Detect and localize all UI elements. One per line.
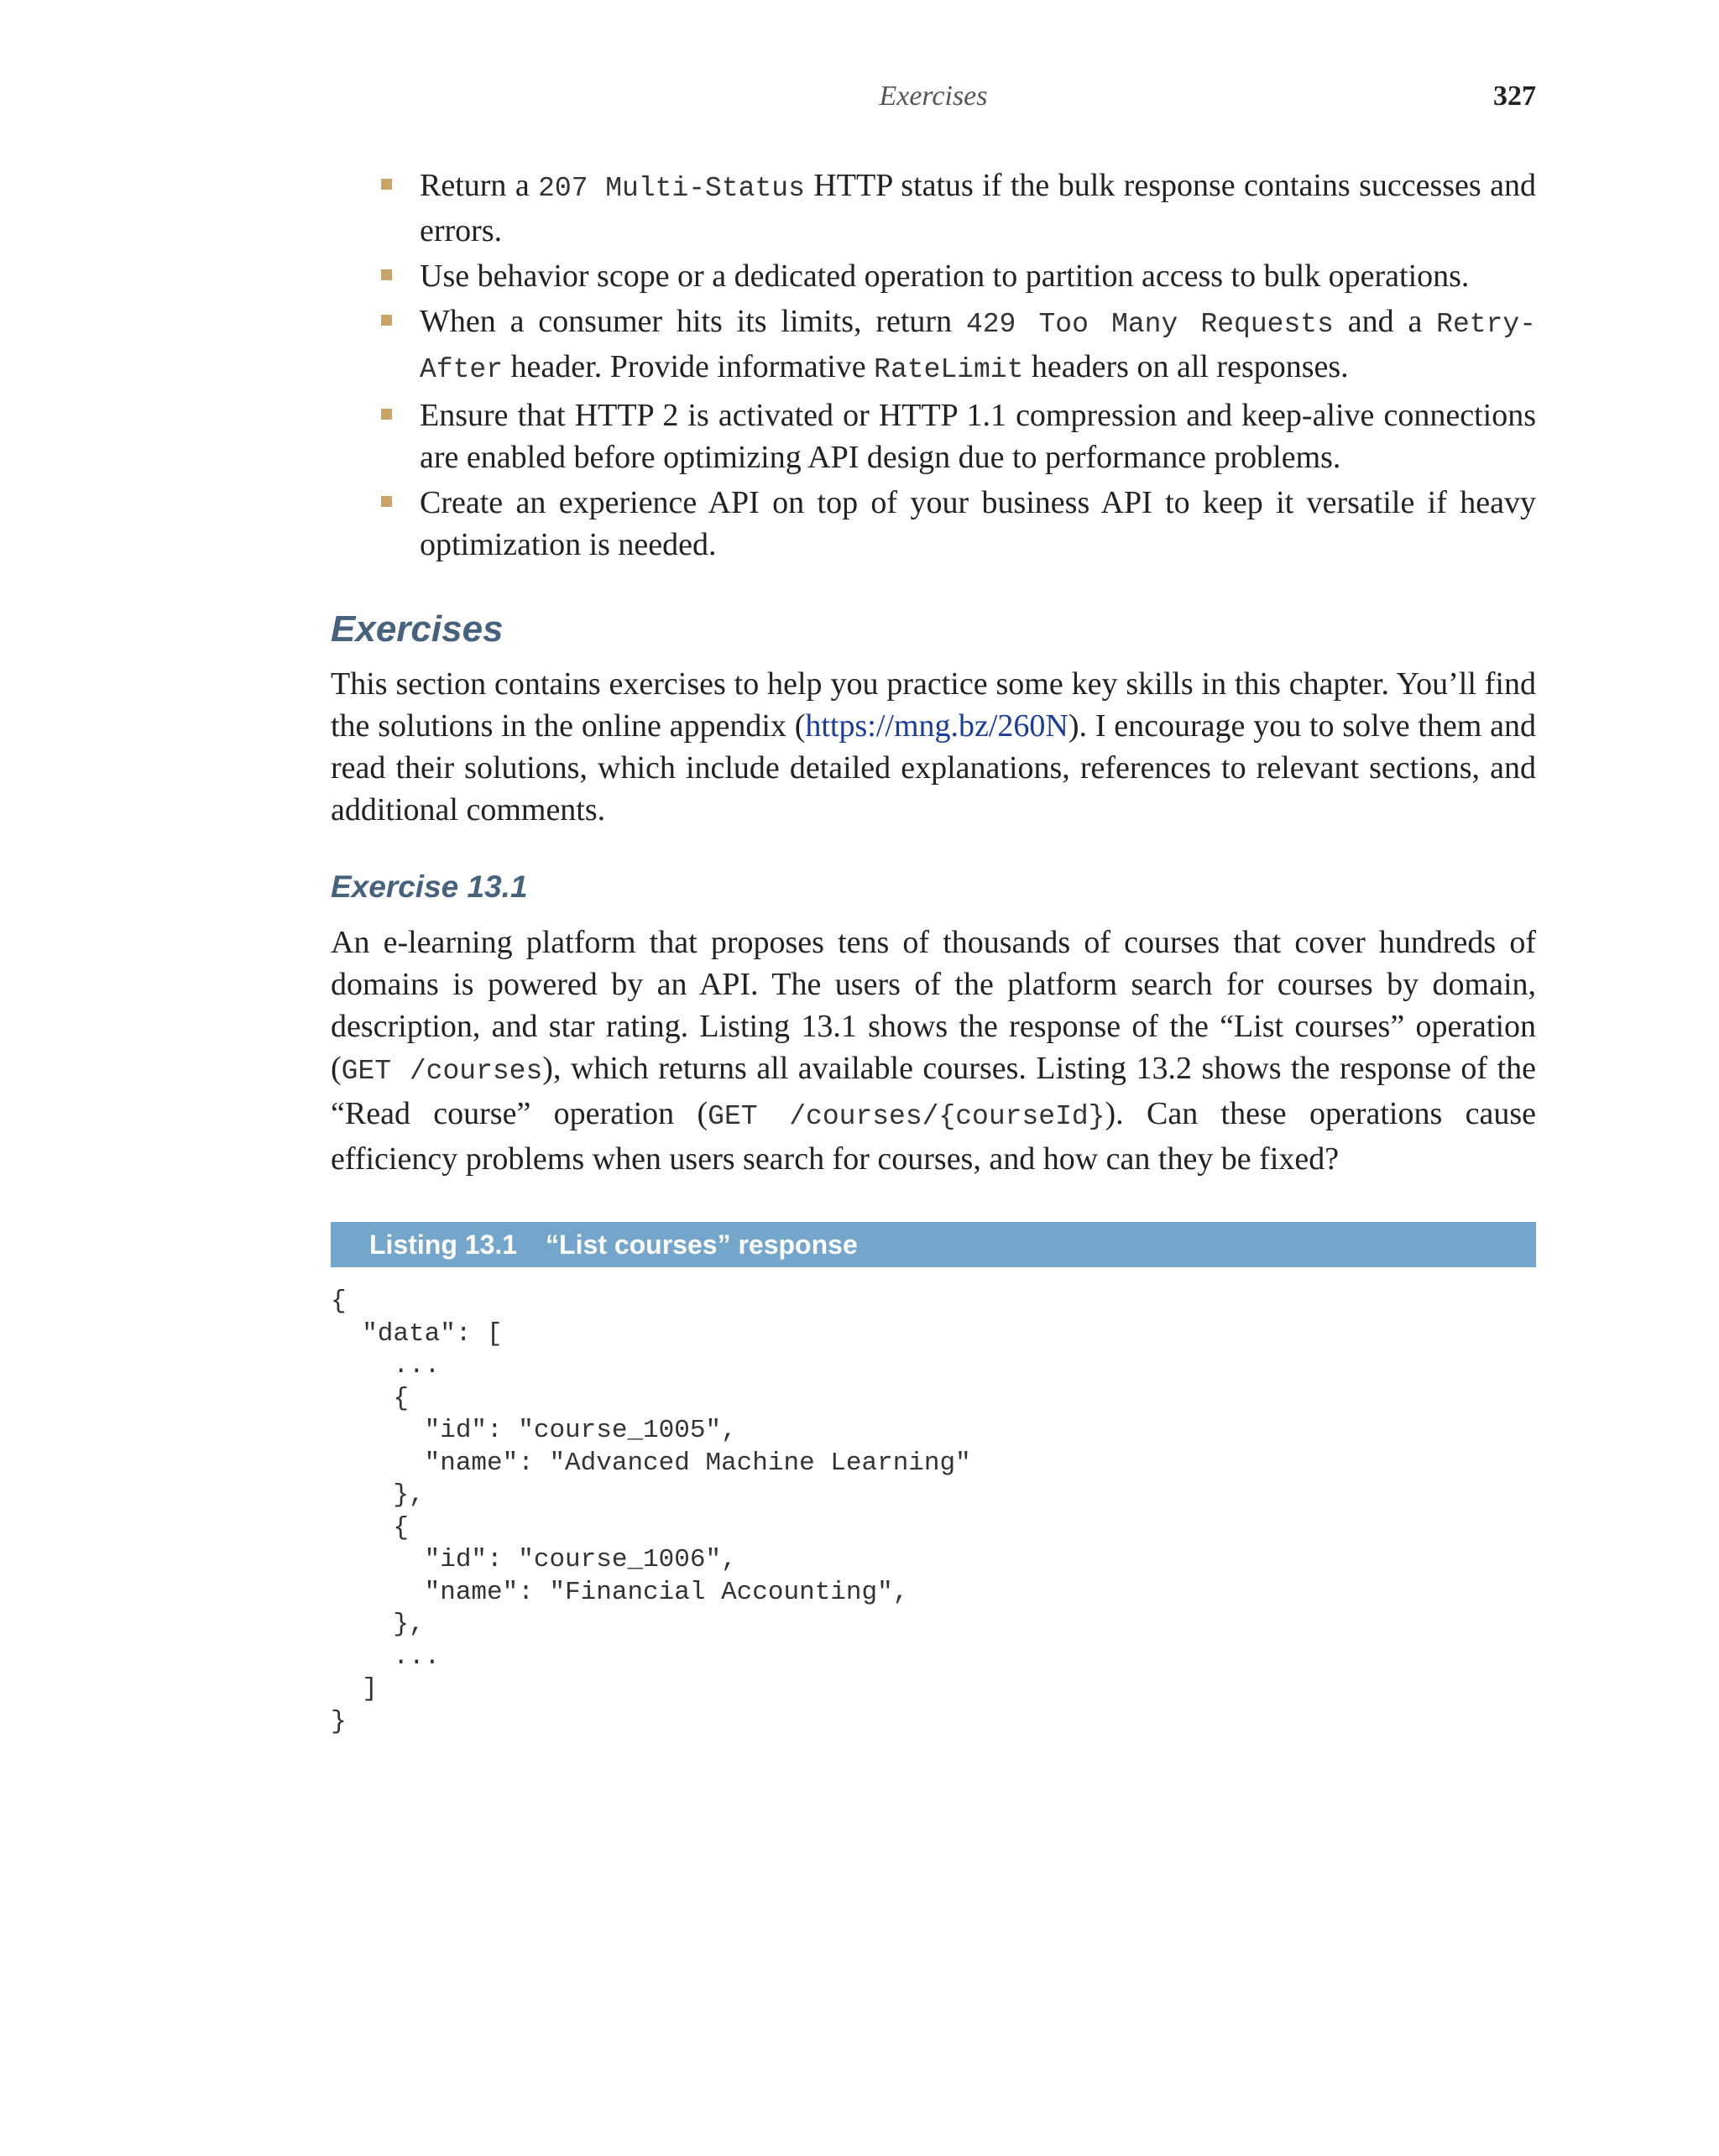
square-bullet-icon	[381, 409, 392, 420]
exercise-paragraph	[331, 921, 1536, 1180]
list-item	[420, 255, 1536, 297]
summary-bullet-list	[331, 164, 1536, 566]
paragraph-text: This section contains exercises to help you practice some key skills in this chapter. You’ll find the solutions in the online appendix (	[331, 666, 1536, 744]
inline-code: Retry-After	[420, 309, 1536, 385]
code-listing: { "data": [ ... { "id": "course_1005", "name": "Advanced Machine Learning" }, { "id": "course_1006", "name": "Financial Accounting", }, ... ] }	[331, 1287, 971, 1736]
inline-code: 429 Too Many Requests	[965, 309, 1334, 340]
bullet-text: When a consumer hits its limits, return	[420, 304, 966, 339]
running-head: Exercises	[879, 81, 988, 112]
square-bullet-icon	[381, 179, 392, 190]
page-header	[331, 81, 1536, 123]
paragraph-text: An e-learning platform that proposes tens of thousands of courses that cover hundreds of domains is powered by an API. The users of the platform search for courses by domain, description, and star rating. Listing 13.1 shows the response of the “List courses” operation (	[331, 925, 1536, 1086]
square-bullet-icon	[381, 269, 392, 280]
inline-code: GET /courses	[341, 1056, 543, 1087]
list-item	[420, 394, 1536, 478]
bullet-text: headers on all responses.	[1023, 349, 1349, 384]
exercise-heading: Exercise 13.1	[331, 869, 528, 904]
listing-label: Listing 13.1	[369, 1229, 518, 1260]
page-number: 327	[1493, 81, 1536, 112]
bullet-text: HTTP status if the bulk response contains successes and errors.	[420, 168, 1536, 248]
square-bullet-icon	[381, 496, 392, 507]
inline-code: GET /courses/{courseId}	[708, 1101, 1105, 1132]
list-item	[420, 482, 1536, 566]
bullet-text: Create an experience API on top of your business API to keep it versatile if heavy optimization is needed.	[420, 485, 1536, 562]
inline-code: RateLimit	[874, 354, 1024, 385]
section-heading: Exercises	[331, 608, 504, 650]
paragraph-text: ), which returns all available courses. Listing 13.2 shows the response of the “Read course” operation (	[331, 1051, 1537, 1131]
listing-caption-bar	[331, 1222, 1536, 1267]
appendix-link[interactable]: https://mng.bz/260N	[805, 708, 1068, 744]
bullet-text: Ensure that HTTP 2 is activated or HTTP 1.1 compression and keep-alive connections are enabled before optimizing API design due to performance problems.	[420, 398, 1536, 475]
list-item	[420, 164, 1536, 252]
bullet-text: and a	[1333, 304, 1437, 339]
list-item	[420, 300, 1536, 391]
paragraph-text: ). I encourage you to solve them and read their solutions, which include detailed explanations, references to relevant sections, and additional comments.	[331, 708, 1536, 827]
page-content	[331, 164, 1536, 1738]
paragraph-text: ). Can these operations cause efficiency problems when users search for courses, and how can they be fixed?	[331, 1096, 1536, 1177]
bullet-text: header. Provide informative	[503, 349, 875, 384]
inline-code: 207 Multi-Status	[538, 173, 805, 204]
bullet-text: Return a	[420, 168, 539, 203]
section-intro-paragraph	[331, 663, 1536, 831]
listing-caption: “List courses” response	[546, 1229, 858, 1260]
square-bullet-icon	[381, 315, 392, 326]
bullet-text: Use behavior scope or a dedicated operation to partition access to bulk operations.	[420, 258, 1470, 294]
